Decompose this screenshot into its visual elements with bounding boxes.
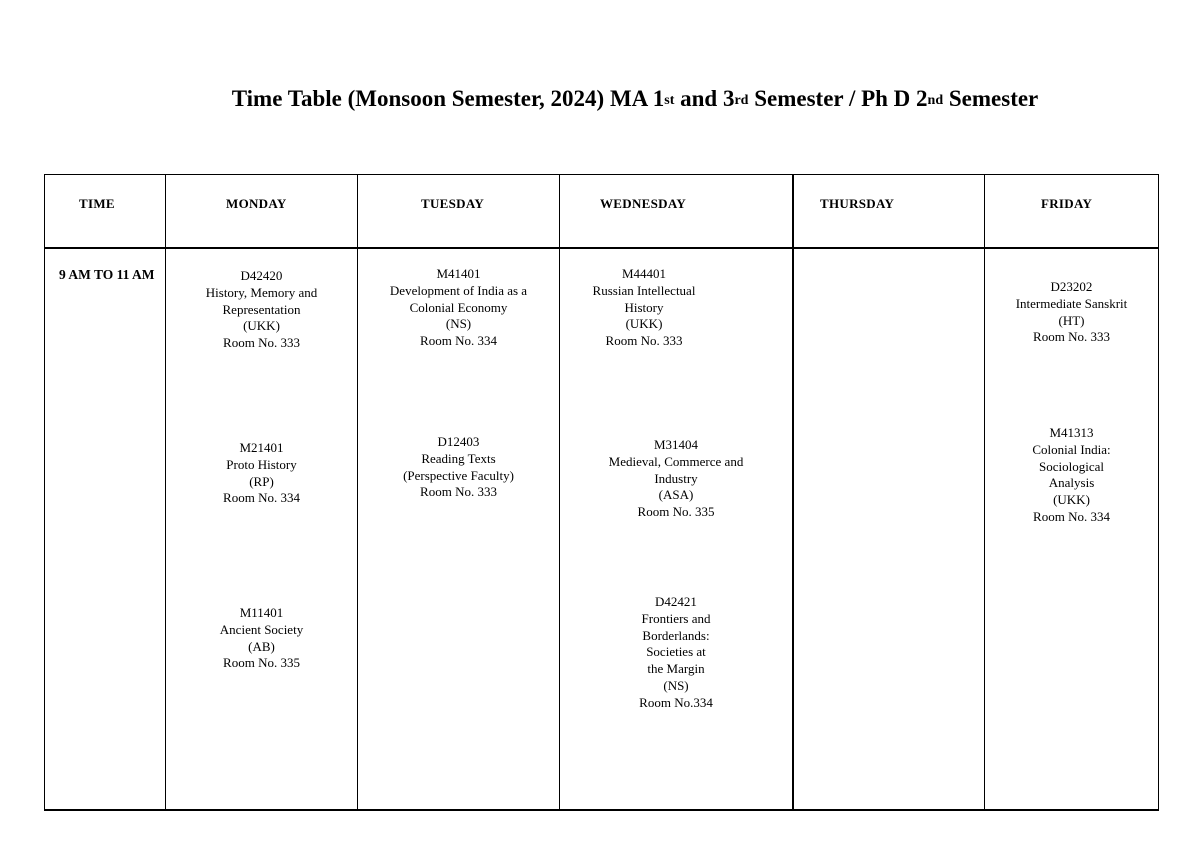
table-border-bottom: [44, 809, 1159, 811]
course-entry: M11401 Ancient Society (AB) Room No. 335: [219, 605, 304, 671]
course-entry: D23202 Intermediate Sanskrit (HT) Room No. 333: [1015, 279, 1128, 345]
time-slot-label: 9 AM TO 11 AM: [59, 267, 155, 282]
course-entry: M31404 Medieval, Commerce and Industry (ASA) Room No. 335: [608, 437, 744, 520]
course-entry: D42421 Frontiers and Borderlands: Societies at the Margin (NS) Room No.334: [639, 594, 713, 710]
table-border-right: [1158, 174, 1159, 811]
course-entry: M44401 Russian Intellectual History (UKK) Room No. 333: [592, 266, 696, 349]
table-border-top: [44, 174, 1159, 175]
header-time: TIME: [79, 196, 115, 211]
header-wednesday: WEDNESDAY: [600, 196, 687, 211]
course-entry: M41401 Development of India as a Colonial Economy (NS) Room No. 334: [389, 266, 528, 349]
page-title: Time Table (Monsoon Semester, 2024) MA 1st and 3rd Semester / Ph D 2nd Semester: [231, 86, 1039, 111]
header-tuesday: TUESDAY: [421, 196, 485, 211]
course-entry: D12403 Reading Texts (Perspective Faculty) Room No. 333: [403, 434, 514, 500]
column-divider: [792, 174, 794, 811]
course-entry: D42420 History, Memory and Representation (UKK) Room No. 333: [205, 268, 318, 351]
course-entry: M21401 Proto History (RP) Room No. 334: [223, 440, 300, 506]
course-entry: M41313 Colonial India: Sociological Analysis (UKK) Room No. 334: [1032, 425, 1111, 524]
header-monday: MONDAY: [226, 196, 287, 211]
header-thursday: THURSDAY: [820, 196, 895, 211]
table-border-left: [44, 174, 45, 811]
header-friday: FRIDAY: [1041, 196, 1093, 211]
header-divider: [44, 247, 1159, 249]
